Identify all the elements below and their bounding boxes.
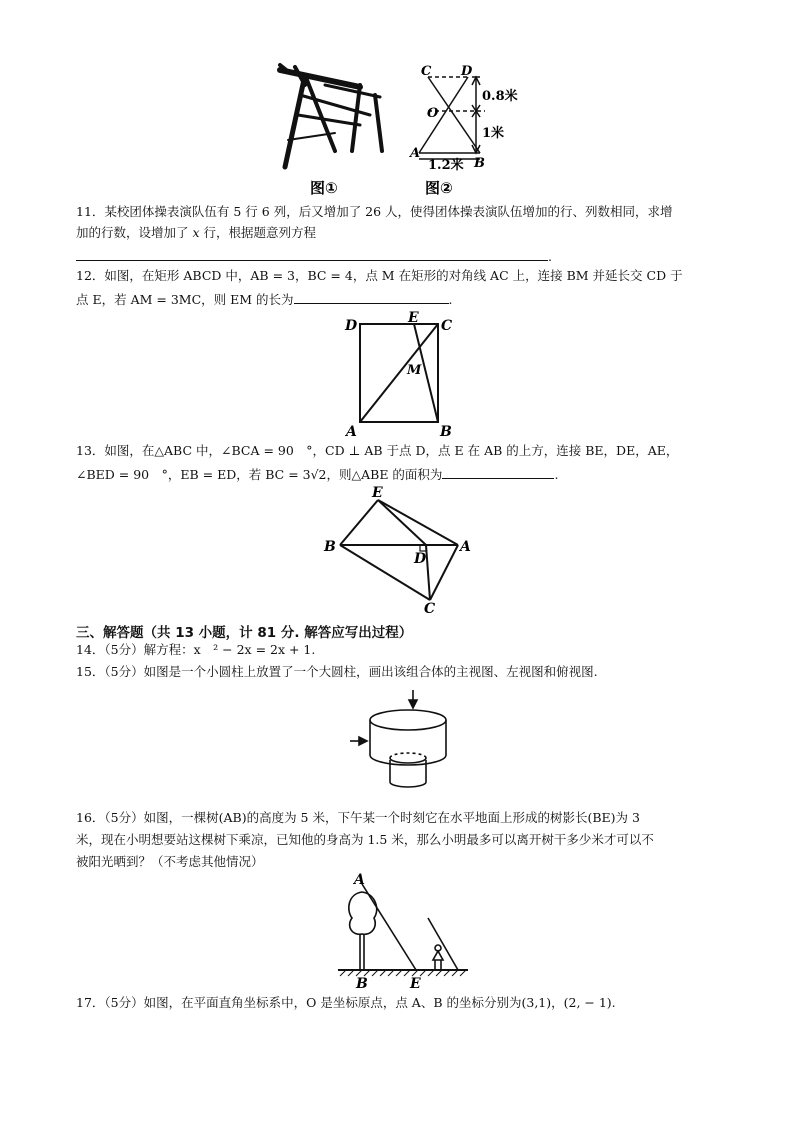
- fig2-label-O: O: [427, 106, 439, 121]
- q13-figure: [320, 485, 480, 617]
- q16-label-E: E: [410, 976, 421, 992]
- fig2-label-A: A: [410, 146, 421, 161]
- q12-figure: [340, 308, 460, 440]
- q12-label-M: M: [407, 363, 422, 378]
- q16-line3: 被阳光晒到？（不考虑其他情况）: [76, 854, 264, 869]
- q12-line1: 12．如图，在矩形 ABCD 中，AB = 3，BC = 4，点 M 在矩形的对角线 AC 上，连接 BM 并延长交 CD 于: [76, 268, 683, 283]
- q14-text: 14．（5分）解方程：x ² − 2x = 2x + 1.: [76, 642, 316, 657]
- q11-answer-blank[interactable]: [76, 246, 548, 261]
- fig2-dim-mid: 1米: [482, 126, 505, 141]
- fig2-label-B: B: [474, 156, 485, 171]
- q11-line1: 11．某校团体操表演队伍有 5 行 6 列，后又增加了 26 人，使得团体操表演队伍增加的行、列数相同，求增: [76, 204, 673, 219]
- figure-1-rack: [280, 65, 382, 167]
- figure-2-caption: 图②: [425, 179, 453, 197]
- q15-figure: [345, 688, 465, 798]
- q16-label-B: B: [356, 976, 368, 992]
- q13-end: .: [554, 467, 559, 482]
- q11-line2-pre: 加的行数，设增加了: [76, 225, 193, 240]
- q12-label-A: A: [346, 424, 357, 440]
- section-3-heading: 三、解答题（共 13 小题，计 81 分. 解答应写出过程）: [76, 625, 413, 641]
- q12-line2: [76, 289, 453, 310]
- q16-line1: 16．（5分）如图，一棵树(AB)的高度为 5 米，下午某一个时刻它在水平地面上形成的树影长(BE)为 3: [76, 810, 640, 825]
- figure-top: [260, 55, 550, 200]
- q13-line2: [76, 464, 558, 485]
- q12-line2-pre: 点 E，若 AM = 3MC，则 EM 的长为: [76, 292, 294, 307]
- q11-end: .: [548, 249, 552, 264]
- q12-label-D: D: [345, 318, 358, 334]
- q16-label-A: A: [354, 872, 365, 888]
- q11-line2: [76, 223, 316, 243]
- q13-label-C: C: [424, 601, 436, 617]
- q12-label-E: E: [408, 310, 419, 326]
- fig2-dim-bottom: 1.2米: [428, 158, 464, 173]
- q12-answer-blank[interactable]: [294, 289, 449, 304]
- q15-text: 15．（5分）如图是一个小圆柱上放置了一个大圆柱，画出该组合体的主视图、左视图和俯视图.: [76, 664, 598, 679]
- q13-label-D: D: [414, 551, 427, 567]
- q16-line2: 米，现在小明想要站这棵树下乘凉，已知他的身高为 1.5 米，那么小明最多可以离开树干多少米才可以不: [76, 832, 654, 847]
- q13-answer-blank[interactable]: [442, 464, 554, 479]
- q12-label-B: B: [440, 424, 452, 440]
- q11-line2-post: 行，根据题意列方程: [199, 225, 317, 240]
- q13-label-E: E: [372, 485, 383, 501]
- q12-label-C: C: [441, 318, 453, 334]
- q13-line1: 13．如图，在△ABC 中，∠BCA = 90 °，CD ⊥ AB 于点 D，点 E 在 AB 的上方，连接 BE，DE，AE，: [76, 443, 679, 458]
- q11-variable: x: [192, 225, 200, 240]
- q11-answer: [76, 246, 552, 267]
- q13-label-A: A: [460, 539, 471, 555]
- q17-text: 17．（5分）如图，在平面直角坐标系中，O 是坐标原点，点 A、B 的坐标分别为(3,1)，(2, − 1).: [76, 995, 616, 1010]
- fig2-label-D: D: [461, 64, 473, 79]
- fig2-label-C: C: [421, 64, 432, 79]
- fig2-dim-top: 0.8米: [482, 89, 518, 104]
- q16-figure: [334, 870, 474, 992]
- q13-label-B: B: [324, 539, 336, 555]
- figure-1-caption: 图①: [310, 179, 338, 197]
- q12-end: .: [448, 292, 453, 307]
- q13-line2-pre: ∠BED = 90 °，EB = ED，若 BC = 3√2，则△ABE 的面积为: [76, 467, 443, 482]
